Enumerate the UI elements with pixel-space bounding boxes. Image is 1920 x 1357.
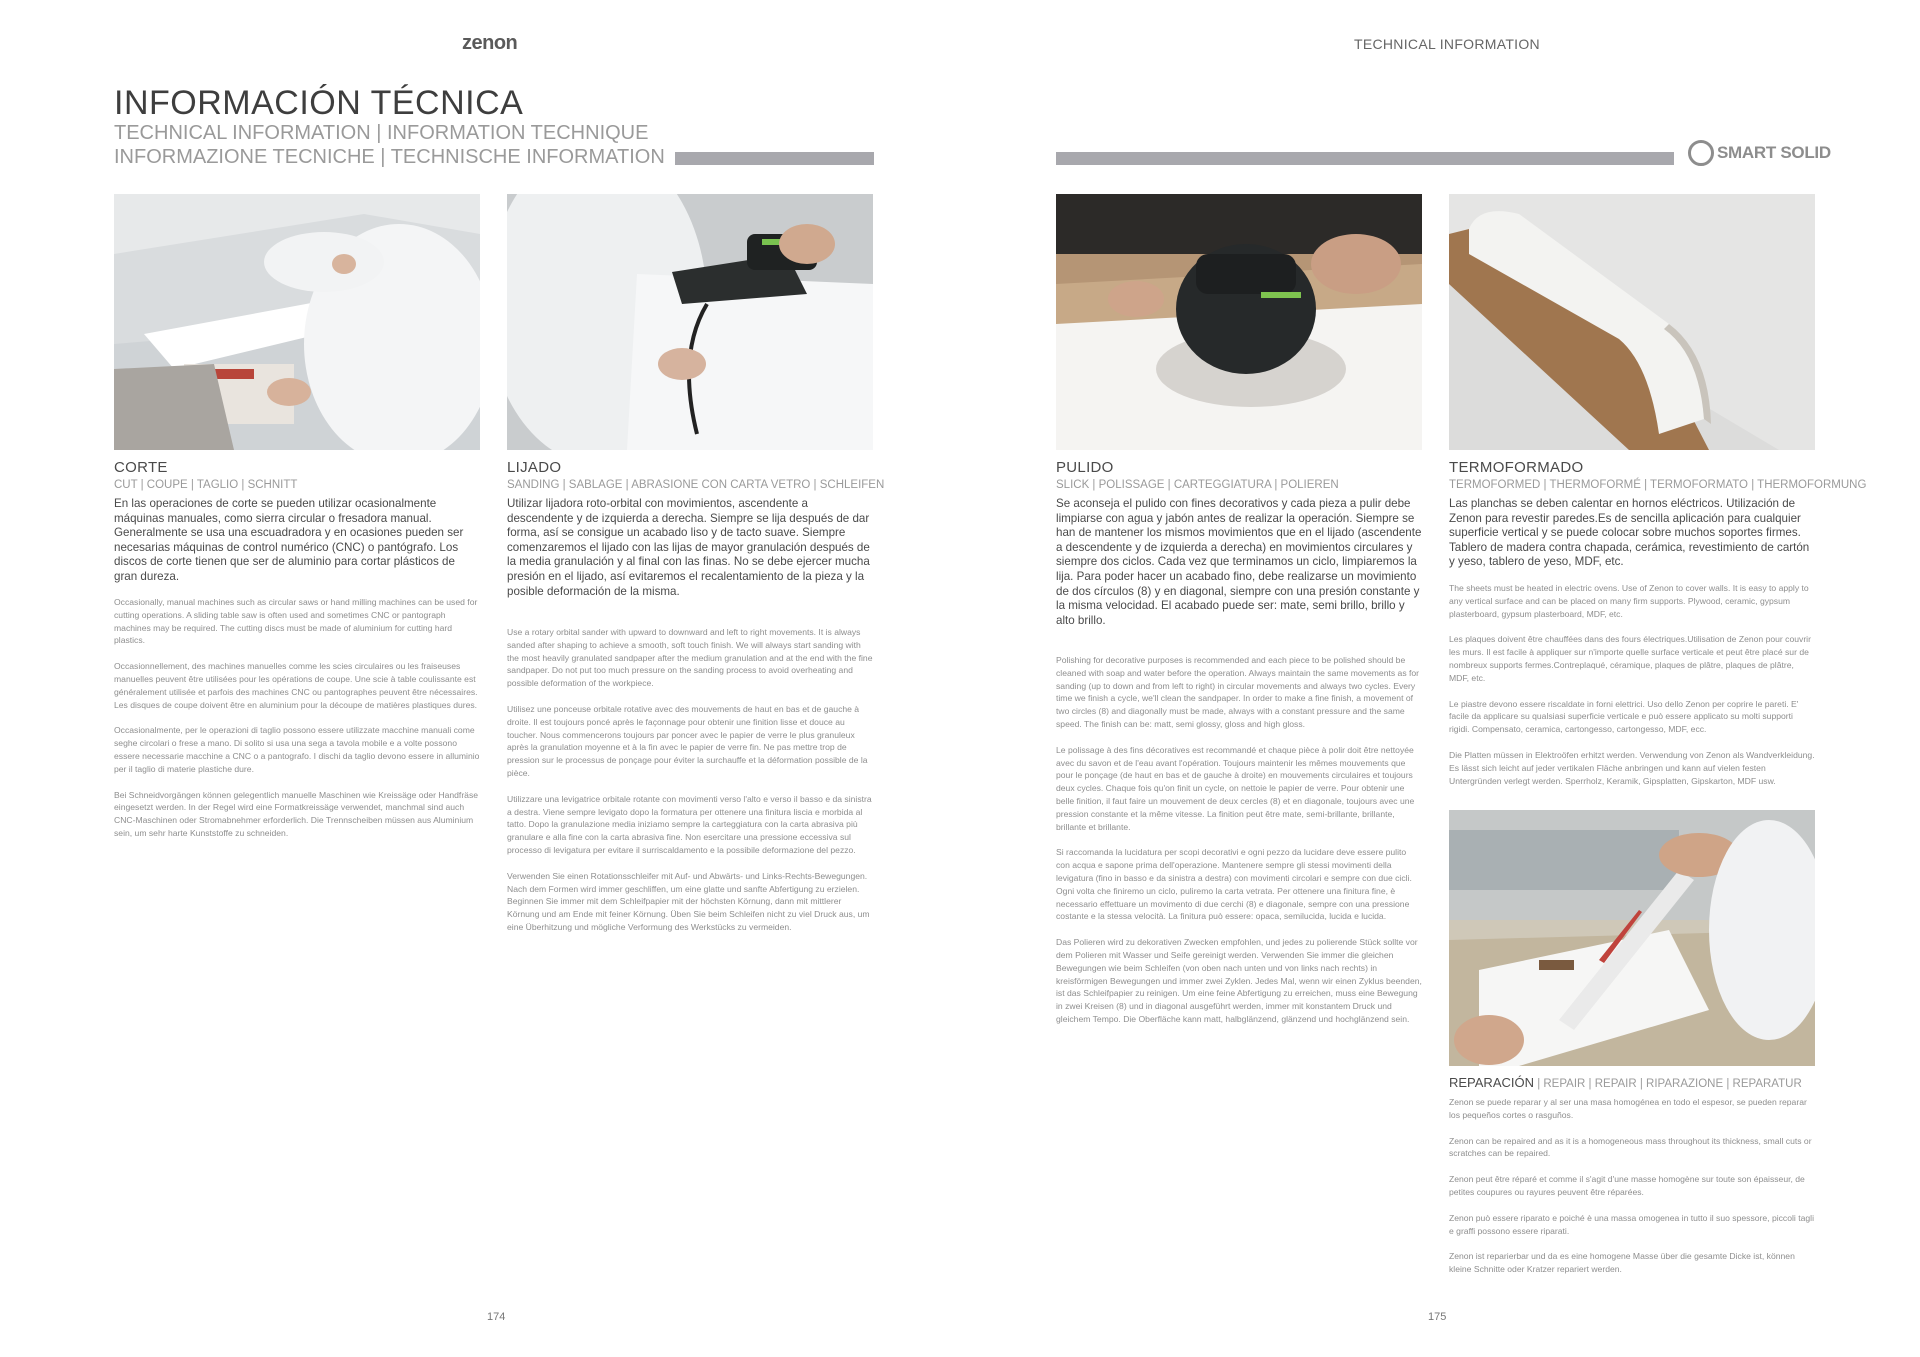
reparacion-text-it: Zenon può essere riparato e poiché è una massa omogenea in tutto il suo spessore, piccoli tagli e graffi possono essere riparati.: [1449, 1212, 1814, 1236]
photo-polishing: [1056, 194, 1422, 450]
lijado-text-multilang: [507, 626, 873, 947]
photo-cutting: [114, 194, 480, 450]
corte-text-en: Occasionally, manual machines such as circular saws or hand milling machines can be used for cutting operations. A sliding table saw is often used and sometimes CNC or pantograph machines may be required. The cutting discs must be made of aluminium for cutting hard plastics.: [114, 597, 478, 646]
section-title-lijado: LIJADO: [507, 459, 562, 476]
page-subtitle-1: TECHNICAL INFORMATION | INFORMATION TECHNIQUE: [114, 122, 649, 144]
pulido-text-en: Polishing for decorative purposes is recommended and each piece to be polished should be cleaned with soap and water before the operation. Always maintain the same movements as for sanding (up to down and from left to right) in circular movements and always two cycles. Every time we finish a cycle, we'll clean the sandpaper. In order to make a fine finish, a movement of two circles (8) and diagonally must be made, always with a constant pressure and the same speed. The finish can be: matt, semi glossy, gloss and high gloss.: [1056, 655, 1420, 729]
corte-text-de: Bei Schneidvorgängen können gelegentlich manuelle Maschinen wie Kreissäge oder Handfräse eingesetzt werden. In der Regel wird eine Formatkreissäge verwendet, manchmal sind auch CNC-Maschinen oder Stromabnehmer erforderlich. Die Trennscheiben müssen aus Aluminium sein, um sehr harte Kunststoffe zu schneiden.: [114, 789, 479, 838]
pulido-text-fr: Le polissage à des fins décoratives est recommandé et chaque pièce à polir doit être nettoyée avec du savon et de l'eau avant l'opération. Toujours maintenir les mêmes mouvements que pour le ponçage (de haut en bas et de gauche à droite) en mouvements circulaires et toujours deux cycles. Chaque fois qu'on finit un cycle, on nettoie le papier de verre. Pour obtenir une belle finition, il faut faire un mouvement de deux cercles (8) et en diagonale, toujours avec une pression constante et la même vitesse. La finition peut être mate, semi-brillante, brillante, brillante et brillante.: [1056, 744, 1415, 832]
page-title: INFORMACIÓN TÉCNICA: [114, 84, 524, 122]
reparacion-text-multilang: [1449, 1096, 1815, 1289]
lijado-text-it: Utilizzare una levigatrice orbitale rotante con movimenti verso l'alto e verso il basso e da sinistra a destra. Viene sempre levigato dopo la formatura per ottenere una finitura liscia e morbida al tatto. Dopo la granulazione media iniziamo sempre la carteggiatura con la carta abrasiva più granulare e alla fine con la carta abrasiva fine. Non esercitare una pressione eccessiva sul processo di levigatura per evitare il surriscaldamento e la possibile deformazione del pezzo.: [507, 793, 872, 855]
termoformado-text-en: The sheets must be heated in electric ovens. Use of Zenon to cover walls. It is easy to apply to any vertical surface and can be placed on many firm supports. Plywood, ceramic, gypsum plasterboard, gypsum plasterboard, MDF, etc.: [1449, 583, 1809, 619]
circle-icon: [1688, 140, 1714, 166]
reparacion-text-fr: Zenon peut être réparé et comme il s'agit d'une masse homogène sur toute son épaisseur, de petites coupures ou rayures peuvent être réparées.: [1449, 1174, 1805, 1197]
smart-solid-badge: [1688, 140, 1831, 166]
header-title: TECHNICAL INFORMATION: [1354, 36, 1540, 52]
corte-text-es: En las operaciones de corte se pueden utilizar ocasionalmente máquinas manuales, como sierra circular o fresadora manual. Generalmente se usa una escuadradora y en ocasiones pueden ser necesarias máquinas de control numérico (CNC) o pantógrafo. Los discos de corte tienen que ser de aluminio para cortar plásticos de gran dureza.: [114, 497, 464, 583]
lijado-text-en: Use a rotary orbital sander with upward to downward and left to right movements. It is always sanded after shaping to achieve a smooth, soft touch finish. We will always start sanding with the most heavily granulated sandpaper after the medium granulation and at the end with the fine sandpaper. Do not put too much pressure on the sanding process to avoid overheating and possible deformation of the workpiece.: [507, 627, 873, 689]
page-number-left: 174: [487, 1311, 506, 1323]
reparacion-text-es: Zenon se puede reparar y al ser una masa homogénea en todo el espesor, se pueden reparar los pequeños cortes o rasguños.: [1449, 1097, 1807, 1120]
lijado-text-fr: Utilisez une ponceuse orbitale rotative avec des mouvements de haut en bas et de gauche à droite. Il est toujours poncé après le façonnage pour obtenir une finition lisse et douce au toucher. Nous commencerons toujours par poncer avec le papier de verre le plus granuleux après la granulation moyenne et à la fin avec le papier de verre fin. Ne pas mettre trop de pression sur le processus de ponçage pour éviter la surchauffe et la déformation possible de la pièce.: [507, 703, 868, 778]
pulido-text-de: Das Polieren wird zu dekorativen Zwecken empfohlen, und jedes zu polierende Stück sollte vor dem Polieren mit Wasser und Seife gereinigt werden. Verwenden Sie immer die gleichen Bewegungen wie beim Schleifen (von oben nach unten und von links nach rechts) in kreisförmigen Bewegungen und immer zwei Zyklen. Jedes Mal, wenn wir einen Zyklus beenden, ist das Schleifpapier zu reinigen. Um eine feine Abfertigung zu erreichen, muss eine Bewegung in zwei Kreisen (8) und in diagonal ausgeführt werden, immer mit konstantem Druck und gleichem Tempo. Die Oberfläche kann matt, halbglänzend, glänzend und hochglänzend sein.: [1056, 937, 1422, 1024]
photo-thermoforming: [1449, 194, 1815, 450]
corte-text-fr: Occasionnellement, des machines manuelles comme les scies circulaires ou les fraiseuses manuelles peuvent être utilisées pour les opérations de coupe. Une scie à table coulissante est généralement utilisée et parfois des machines CNC ou pantographes peuvent être nécessaires. Les disques de coupe doivent être en aluminium pour la découpe de matières plastiques dures.: [114, 661, 478, 710]
section-title-termoformado: TERMOFORMADO: [1449, 459, 1584, 476]
termoformado-text-it: Le piastre devono essere riscaldate in forni elettrici. Uso dello Zenon per coprire le pareti. E' facile da applicare su qualsiasi superficie verticale e può essere applicato su molti supporti rigidi. Compensato, ceramica, cartongesso, cartongesso, MDF, ecc.: [1449, 698, 1799, 735]
section-subtitle-lijado: SANDING | SABLAGE | ABRASIONE CON CARTA VETRO | SCHLEIFEN: [507, 479, 885, 491]
photo-sanding: [507, 194, 873, 450]
section-title-reparacion: [1449, 1075, 1802, 1090]
section-title-corte: CORTE: [114, 459, 168, 476]
section-subtitle-corte: CUT | COUPE | TAGLIO | SCHNITT: [114, 479, 298, 491]
termoformado-text-multilang: [1449, 582, 1815, 800]
section-subtitle-termoformado: TERMOFORMED | THERMOFORMÉ | TERMOFORMATO | THERMOFORMUNG: [1449, 479, 1867, 491]
reparacion-text-de: Zenon ist reparierbar und da es eine homogene Masse über die gesamte Dicke ist, können kleine Schnitte oder Kratzer repariert werden.: [1449, 1251, 1795, 1275]
corte-text-it: Occasionalmente, per le operazioni di taglio possono essere utilizzate macchine manuali come seghe circolari o frese a mano. Di solito si usa una sega a tavola mobile e a volte possono essere necessarie macchine a CNC o a pantografo. I dischi da taglio devono essere in alluminio per il taglio di materie plastiche dure.: [114, 725, 480, 774]
corte-text-multilang: [114, 596, 480, 853]
pulido-text-es: Se aconseja el pulido con fines decorativos y cada pieza a pulir debe limpiarse con agua y jabón antes de realizar la operación. Siempre se han de mantener los mismos movimientos que en el lijado (ascendente a descendente y de izquierda a derecha) en movimientos circulares y siempre dos ciclos. Cada vez que terminamos un ciclo, limpiaremos la lija. Para poder hacer un acabado fino, debe realizarse un movimiento de dos círculos (8) y en diagonal, siempre con una presión constante y la misma velocidad. El acabado puede ser: mate, semi brillo, brillo y alto brillo.: [1056, 497, 1422, 627]
reparacion-title: REPARACIÓN: [1449, 1075, 1534, 1090]
termoformado-text-fr: Les plaques doivent être chauffées dans des fours électriques.Utilisation de Zenon pour couvrir les murs. Il est facile à appliquer sur n'importe quelle surface verticale et peut être placé sur de nombreux supports fermes.Contreplaqué, céramique, plaques de plâtre, plaques de plâtre, MDF, etc.: [1449, 634, 1811, 683]
reparacion-subtitle: | REPAIR | REPAIR | RIPARAZIONE | REPARATUR: [1534, 1078, 1802, 1090]
reparacion-text-en: Zenon can be repaired and as it is a homogeneous mass throughout its thickness, small cuts or scratches can be repaired.: [1449, 1135, 1812, 1159]
section-subtitle-pulido: SLICK | POLISSAGE | CARTEGGIATURA | POLIEREN: [1056, 479, 1339, 491]
title-bar-right: [1056, 152, 1674, 165]
lijado-text-de: Verwenden Sie einen Rotationsschleifer mit Auf- und Abwärts- und Links-Rechts-Bewegungen. Nach dem Formen wird immer geschliffen, um eine glatte und sanfte Abfertigung zu erzielen. Beginnen Sie immer mit dem Schleifpapier mit der höchsten Körnung, dann mit mittlerer Körnung und am Ende mit feiner Körnung. Üben Sie beim Schleifen nicht zu viel Druck aus, um eine Überhitzung und mögliche Verformung des Werkstücks zu vermeiden.: [507, 870, 870, 932]
photo-repair: [1449, 810, 1815, 1066]
lijado-text-es: Utilizar lijadora roto-orbital con movimientos, ascendente a descendente y de izquierda a derecha. Siempre se lija después de dar forma, así se consigue un acabado liso y de tacto suave. Siempre comenzaremos el lijado con las lijas de mayor granulación después de la media granulación y al final con las finas. No se debe ejercer mucha presión en el lijado, así evitaremos el recalentamiento de la pieza y la posible deformación de la misma.: [507, 497, 870, 598]
section-title-pulido: PULIDO: [1056, 459, 1114, 476]
zenon-logo: zenon: [462, 32, 518, 54]
page-subtitle-2: INFORMAZIONE TECNICHE | TECHNISCHE INFORMATION: [114, 146, 665, 168]
pulido-text-it: Si raccomanda la lucidatura per scopi decorativi e ogni pezzo da lucidare deve essere pulito con acqua e sapone prima dell'operazione. Mantenere sempre gli stessi movimenti della levigatura (fino in basso e da sinistra a destra) con movimenti circolari e sempre con due cicli. Ogni volta che finiremo un ciclo, puliremo la carta vetrata. Per ottenere una finitura fine, è necessario effettuare un movimento di due cerchi (8) e diagonale, sempre con una pressione costante e la stessa velocità. La finitura può essere: opaca, semilucida, lucida e lucida.: [1056, 847, 1412, 922]
page-number-right: 175: [1428, 1311, 1447, 1323]
title-bar-left: [675, 152, 874, 165]
termoformado-text-es: Las planchas se deben calentar en hornos eléctricos. Utilización de Zenon para revestir paredes.Es de sencilla aplicación para cualquier superficie vertical y se puede colocar sobre muchos soportes firmes. Tablero de madera contra chapada, cerámica, revestimiento de cartón y yeso, tablero de yeso, MDF, etc.: [1449, 497, 1810, 569]
pulido-text-multilang: [1056, 654, 1422, 1039]
badge-label: SMART SOLID: [1717, 143, 1831, 162]
termoformado-text-de: Die Platten müssen in Elektroöfen erhitzt werden. Verwendung von Zenon als Wandverkleidung. Es lässt sich leicht auf jeder vertikalen Fläche anbringen und kann auf vielen festen Untergründen verlegt werden. Sperrholz, Keramik, Gipsplatten, Gipskarton, MDF usw.: [1449, 749, 1815, 786]
